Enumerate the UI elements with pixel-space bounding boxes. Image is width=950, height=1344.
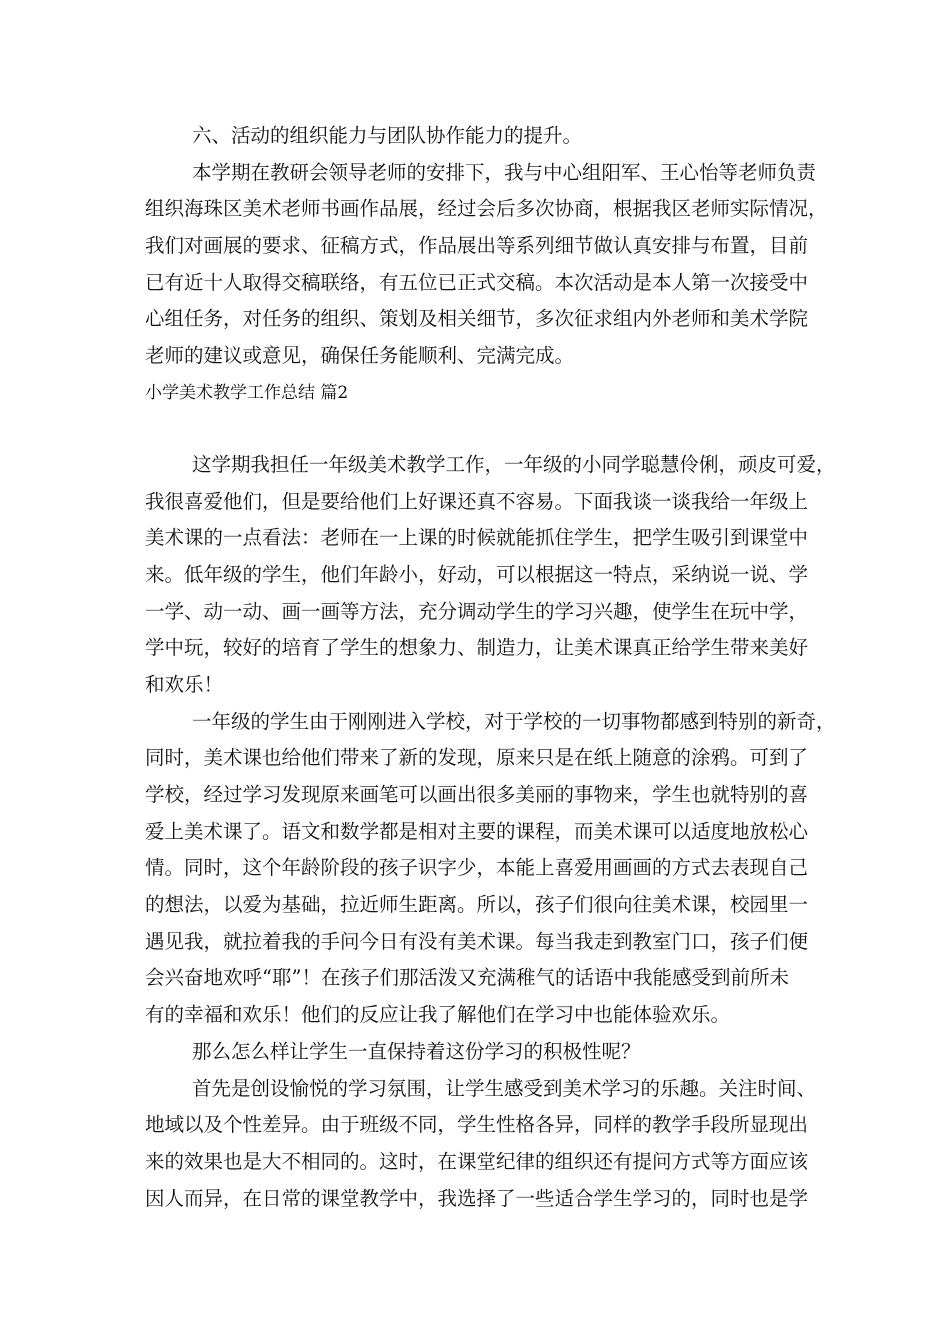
document-page [145, 118, 836, 1217]
paragraph-line: 有的幸福和欢乐！他们的反应让我了解他们在学习中也能体验欢乐。 [145, 1003, 731, 1027]
paragraph-line: 情。同时，这个年龄阶段的孩子识字少，本能上喜爱用画画的方式去表现自己 [145, 856, 809, 880]
paragraph-line: 一年级的学生由于刚刚进入学校，对于学校的一切事物都感到特别的新奇， [192, 709, 836, 733]
paragraph-line: 爱上美术课了。语文和数学都是相对主要的课程，而美术课可以适度地放松心 [145, 819, 809, 843]
paragraph-line: 来。低年级的学生，他们年龄小，好动，可以根据这一特点，采纳说一说、学 [145, 562, 809, 586]
paragraph-question [145, 1034, 805, 1071]
paragraph-line: 的想法，以爱为基础，拉近师生距离。所以，孩子们很向往美术课，校园里一 [145, 893, 809, 917]
paragraph-line: 会兴奋地欢呼“耶”！在孩子们那活泼又充满稚气的话语中我能感受到前所未 [145, 966, 789, 990]
spacer [145, 411, 805, 447]
paragraph-line: 遇见我，就拉着我的手问今日有没有美术课。每当我走到教室门口，孩子们便 [145, 929, 809, 953]
paragraph-line: 这学期我担任一年级美术教学工作，一年级的小同学聪慧伶俐，顽皮可爱， [192, 452, 836, 476]
paragraph-line: 已有近十人取得交稿联络，有五位已正式交稿。本次活动是本人第一次接受中 [145, 270, 809, 294]
paragraph-line: 地域以及个性差异。由于班级不同，学生性格各异，同样的教学手段所显现出 [145, 1113, 809, 1137]
paragraph-line: 和欢乐！ [145, 672, 224, 696]
paragraph-line: 学中玩，较好的培育了学生的想象力、制造力，让美术课真正给学生带来美好 [145, 636, 809, 660]
paragraph-line: 来的效果也是大不相同的。这时，在课堂纪律的组织还有提问方式等方面应该 [145, 1149, 809, 1173]
paragraph-line: 我很喜爱他们，但是要给他们上好课还真不容易。下面我谈一谈我给一年级上 [145, 489, 809, 513]
item-title: 六、活动的组织能力与团队协作能力的提升。 [192, 124, 583, 147]
paragraph-intro [145, 447, 836, 704]
paragraph-line: 本学期在教研会领导老师的安排下，我与中心组阳军、王心怡等老师负责 [192, 160, 817, 184]
paragraph-line: 学校，经过学习发现原来画笔可以画出很多美丽的事物来，学生也就特别的喜 [145, 783, 809, 806]
paragraph-line: 那么怎么样让学生一直保持着这份学习的积极性呢？ [192, 1039, 641, 1063]
paragraph-first-graders [145, 704, 836, 1034]
paragraph-line: 组织海珠区美术老师书画作品展，经过会后多次协商，根据我区老师实际情况， [145, 197, 828, 221]
paragraph-line: 我们对画展的要求、征稿方式，作品展出等系列细节做认真安排与布置，目前 [145, 234, 809, 258]
section-heading: 小学美术教学工作总结 篇2 [145, 382, 349, 403]
paragraph-line: 美术课的一点看法：老师在一上课的时候就能抓住学生，把学生吸引到课堂中 [145, 526, 809, 550]
paragraph-line: 心组任务，对任务的组织、策划及相关细节，多次征求组内外老师和美术学院 [145, 307, 809, 331]
paragraph-atmosphere [145, 1071, 817, 1218]
paragraph-line: 老师的建议或意见，确保任务能顺利、完满完成。 [145, 344, 575, 368]
paragraph-line: 因人而异，在日常的课堂教学中，我选择了一些适合学生学习的，同时也是学 [145, 1186, 809, 1210]
paragraph-line: 一学、动一动、画一画等方法，充分调动学生的学习兴趣，使学生在玩中学， [145, 599, 809, 623]
paragraph-exhibition [145, 155, 828, 375]
paragraph-line: 首先是创设愉悦的学习氛围，让学生感受到美术学习的乐趣。关注时间、 [192, 1076, 817, 1100]
paragraph-line: 同时，美术课也给他们带来了新的发现，原来只是在纸上随意的涂鸦。可到了 [145, 746, 809, 770]
